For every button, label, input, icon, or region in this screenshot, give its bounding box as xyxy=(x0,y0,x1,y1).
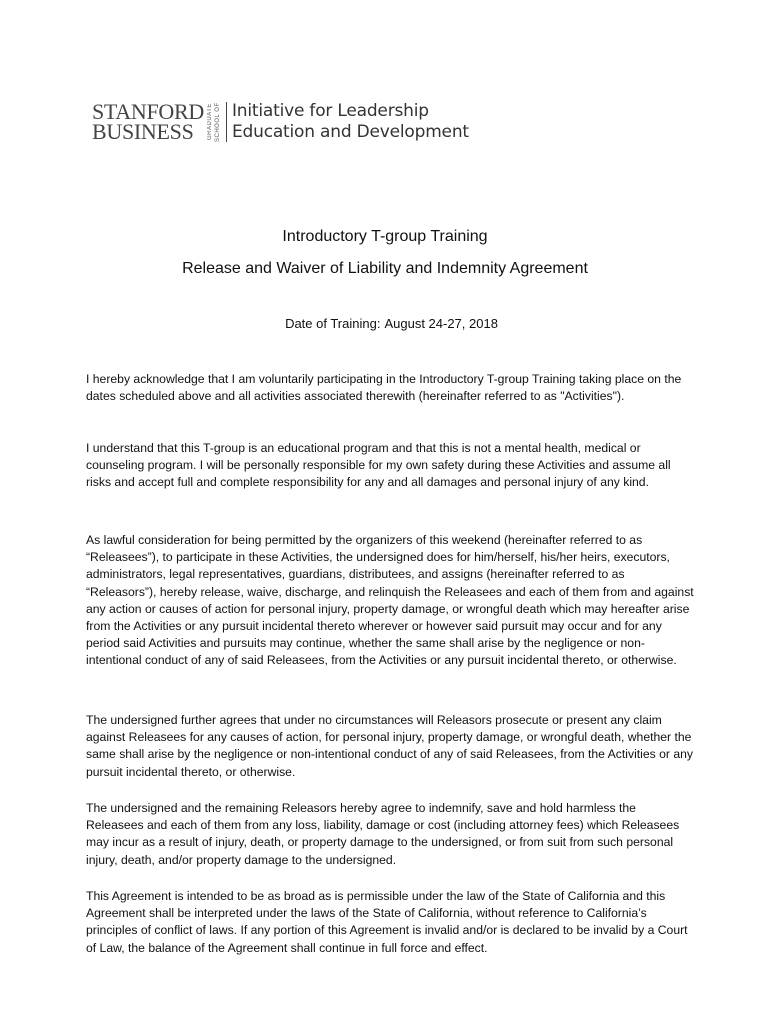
training-date-value: August 24-27, 2018 xyxy=(384,316,498,331)
stanford-gsb-logo xyxy=(92,99,469,145)
paragraph-indemnity: The undersigned and the remaining Releasors hereby agree to indemnify, save and hold harmless the Releasees and each of them from any loss, liability, damage or cost (including attorney fees) which Releasees may incur as a result of injury, death, or property damage to the undersigned, or from suit from such personal injury, death, and/or property damage to the undersigned. xyxy=(86,801,680,867)
document-subtitle: Release and Waiver of Liability and Indemnity Agreement xyxy=(182,260,588,277)
training-date xyxy=(0,316,770,331)
training-date-label: Date of Training: xyxy=(285,316,381,331)
logo-school-line-2: BUSINESS xyxy=(92,119,194,144)
paragraph-no-claims: The undersigned further agrees that under no circumstances will Releasors prosecute or present any claim against Releasees for any causes of action, for personal injury, property damage, or wrongful death, whether the same shall arise by the negligence or non-intentional conduct of any of said Releasees, from the Activities or any pursuit incidental thereto, or otherwise. xyxy=(86,713,694,779)
logo-school-name xyxy=(92,99,204,144)
logo-divider xyxy=(226,102,227,142)
logo-school-line-1: STANFORD xyxy=(92,99,204,124)
paragraph-responsibility: I understand that this T-group is an educational program and that this is not a mental health, medical or counseling program. I will be personally responsible for my own safety during these Activities and assume all risks and accept full and complete responsibility for any and all damages and personal injury of any kind. xyxy=(86,441,671,490)
paragraph-governing-law: This Agreement is intended to be as broad as is permissible under the law of the State of California and this Agreement shall be interpreted under the laws of the State of California, without reference to California’s principles of conflict of laws. If any portion of this Agreement is invalid and/or is declared to be invalid by a Court of Law, the balance of the Agreement shall continue in full force and effect. xyxy=(86,889,688,955)
logo-initiative-name xyxy=(232,101,469,143)
logo-initiative-line-1: Initiative for Leadership xyxy=(231,101,429,121)
paragraph-acknowledgement: I hereby acknowledge that I am voluntarily participating in the Introductory T-group Training taking place on the dates scheduled above and all activities associated therewith (hereinafter referred to as "Activities"). xyxy=(86,372,682,404)
paragraph-release: As lawful consideration for being permitted by the organizers of this weekend (hereinafter referred to as “Releasees”), to participate in these Activities, the undersigned does for him/herself, his/her heirs, executors, administrators, legal representatives, guardians, distributees, and assigns (hereinafter referred to as “Releasors”), hereby release, waive, discharge, and relinquish the Releasees and each of them from and against any action or causes of action for personal injury, property damage, or wrongful death which may hereafter arise from the Activities or any pursuit incidental thereto wherever or however said pursuit may occur and for any period said Activities and pursuits may continue, whether the same shall arise by the negligence or non-intentional conduct of any of said Releasees, from the Activities or any pursuit incidental thereto, or otherwise. xyxy=(86,533,694,668)
document-title: Introductory T-group Training xyxy=(282,228,488,245)
logo-initiative-line-2: Education and Development xyxy=(231,122,469,142)
logo-graduate-school-label: GRADUATE SCHOOL OF xyxy=(206,102,221,142)
